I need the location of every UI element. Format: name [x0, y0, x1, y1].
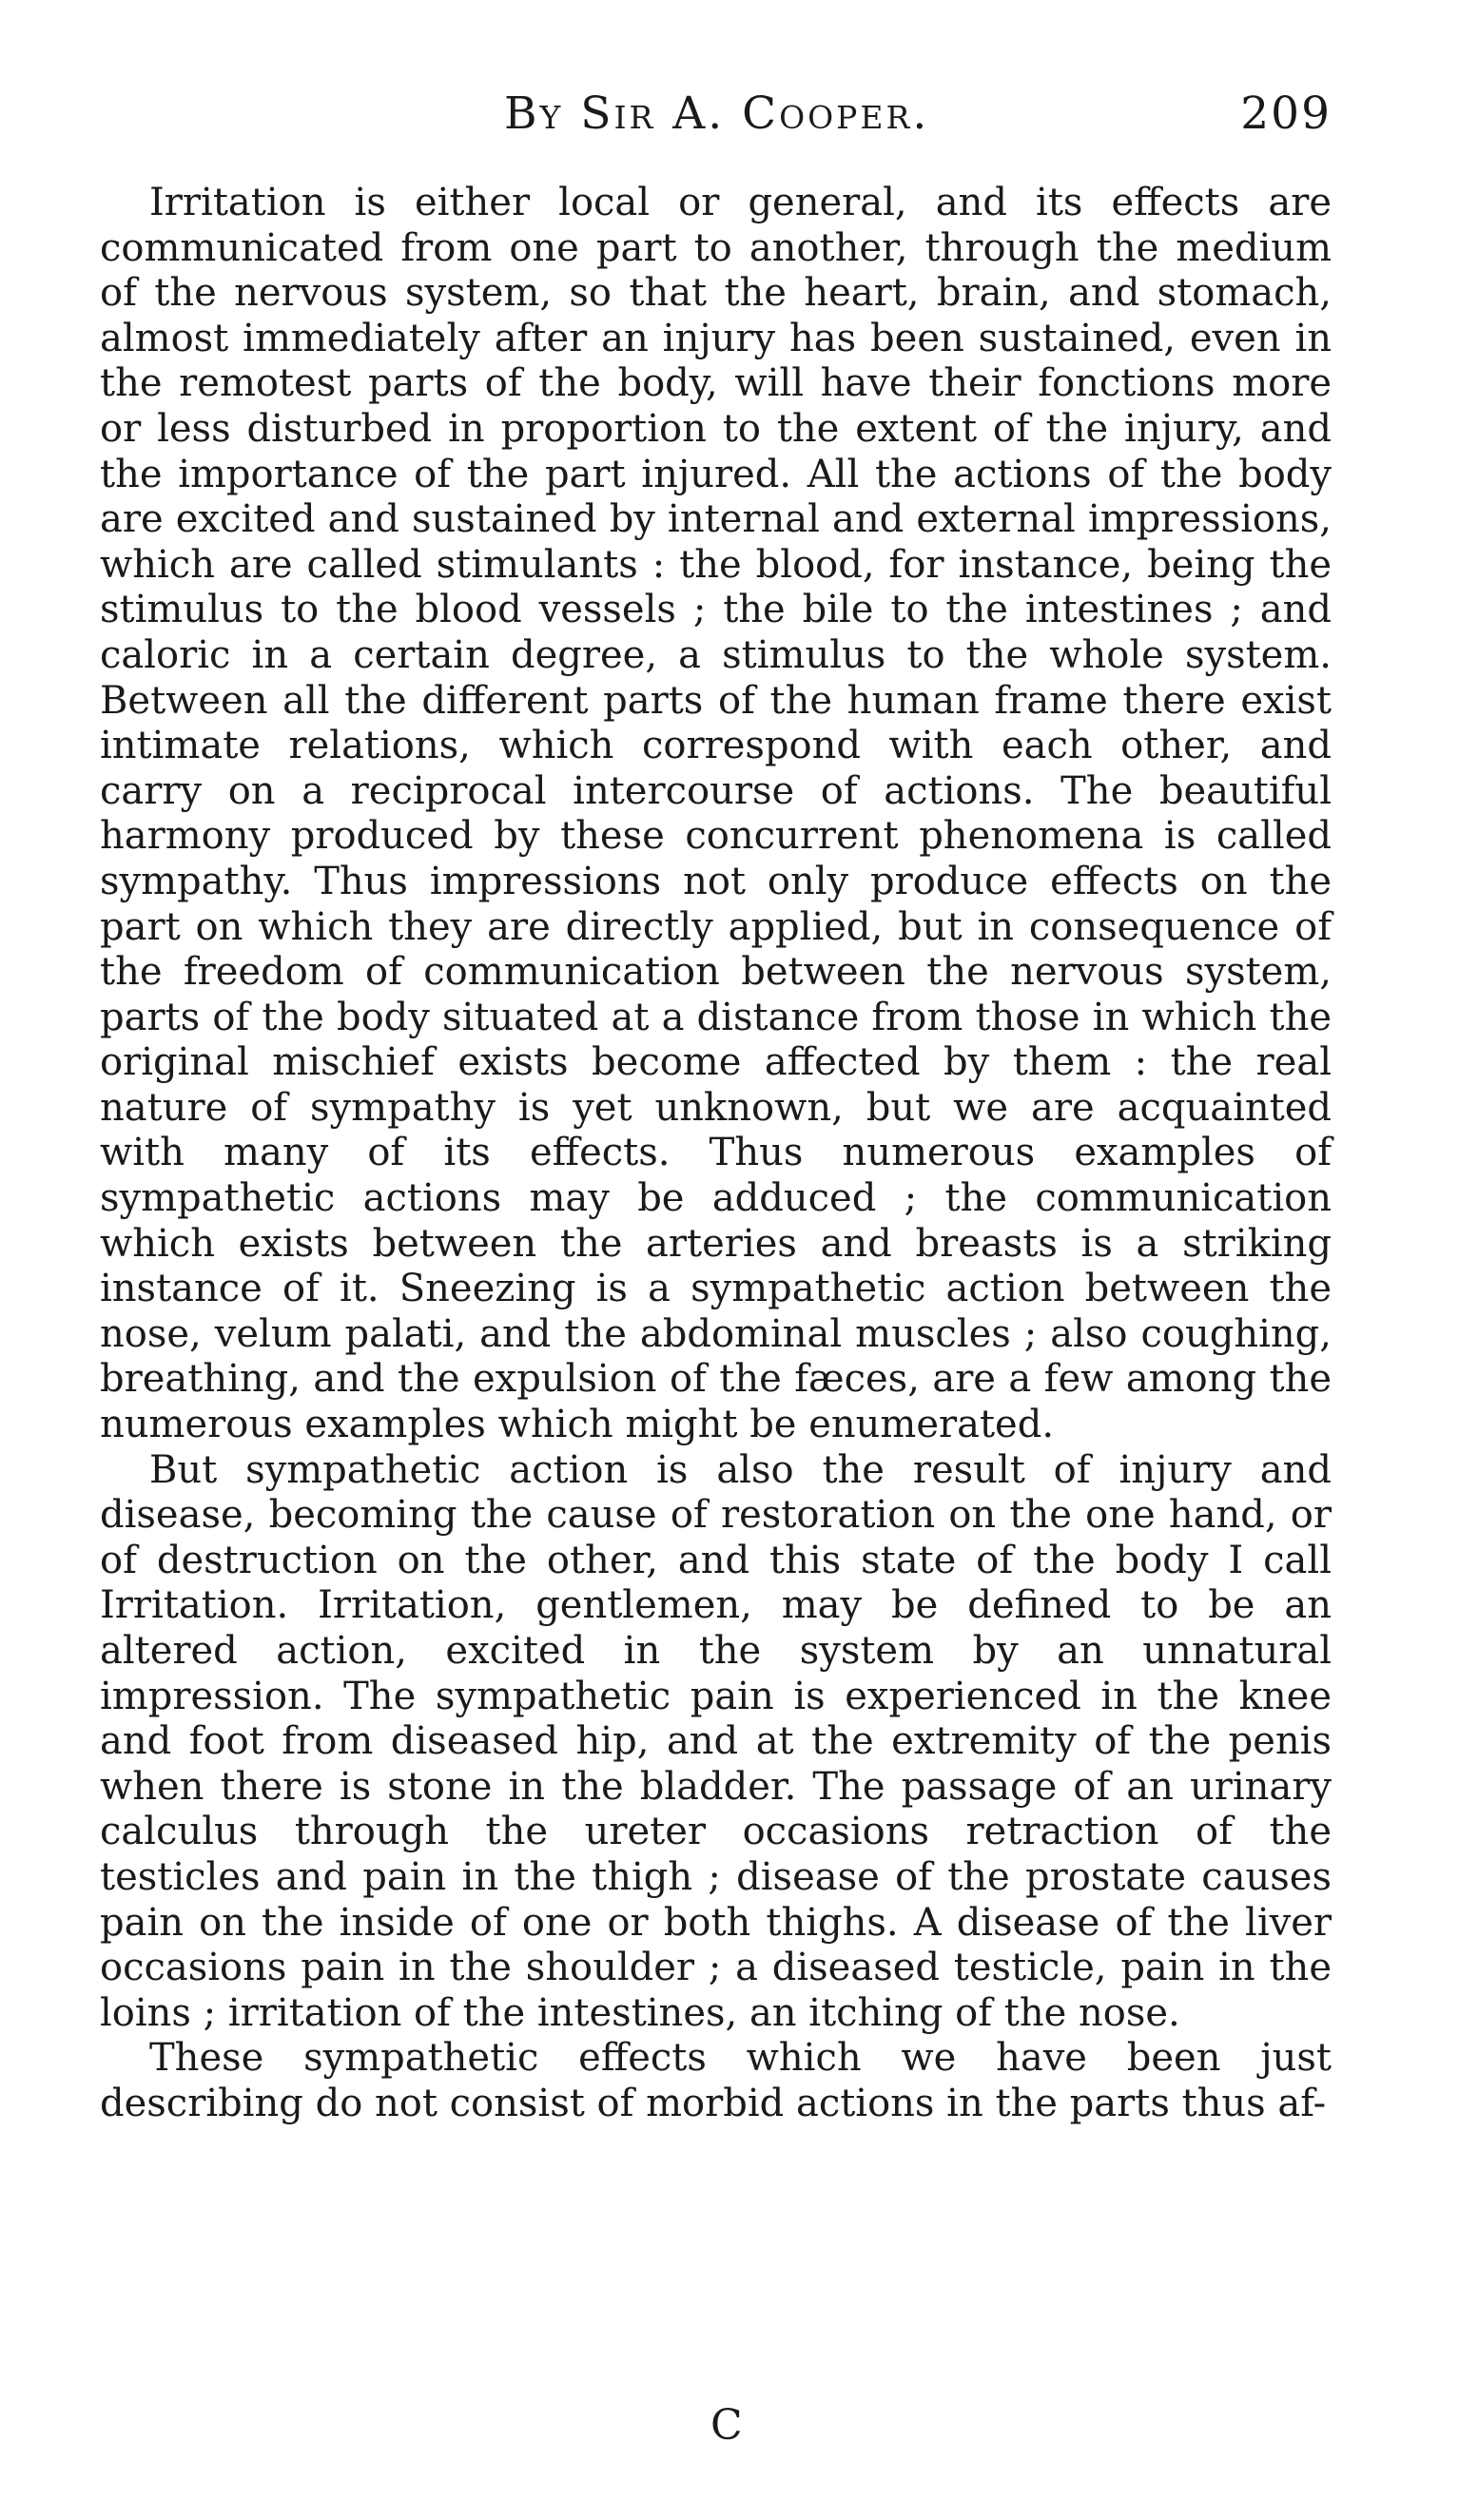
page-header [105, 87, 1332, 145]
signature-mark: C [710, 2401, 743, 2450]
body-text [100, 181, 1332, 2127]
paragraph-sympathetic-action: But sympathetic action is also the result of injury and disease, becoming the cause of restoration on the one hand, or of destruction on the other, and this state of the body I call Irritation. Irritation, gentlemen, may be defined to be an altered action, excited in the system by an unnatural impression. The sympathetic pain is experienced in the knee and foot from diseased hip, and at the extremity of the penis when there is stone in the bladder. The passage of an urinary calculus through the ureter occasions retraction of the testicles and pain in the thigh ; disease of the prostate causes pain on the inside of one or both thighs. A disease of the liver occasions pain in the shoulder ; a diseased testicle, pain in the loins ; irritation of the intestines, an itching of the nose. [100, 1447, 1332, 2035]
running-head: By Sir A. Cooper. [504, 87, 930, 140]
page-number: 209 [1240, 87, 1332, 140]
paragraph-sympathetic-effects: These sympathetic effects which we have been just describing do not consist of morbid actions in the parts thus af- [100, 2036, 1332, 2125]
paragraph-irritation: Irritation is either local or general, and its effects are communicated from one part to another, through the medium of the nervous system, so that the heart, brain, and stomach, almost immediately after an injury has been sustained, even in the remotest parts of the body, will have their fonctions more or less disturbed in proportion to the extent of the injury, and the importance of the part injured. All the actions of the body are excited and sustained by internal and external impressions, which are called stimulants : the blood, for instance, being the stimulus to the blood vessels ; the bile to the intestines ; and caloric in a certain degree, a stimulus to the whole system. Between all the different parts of the human frame there exist intimate relations, which correspond with each other, and carry on a reciprocal intercourse of actions. The beautiful harmony produced by these concurrent phenomena is called sympathy. Thus impressions not only produce effects on the part on which they are directly applied, but in consequence of the freedom of communication between the nervous system, parts of the body situated at a distance from those in which the original mischief exists become affected by them : the real nature of sympathy is yet unknown, but we are acquainted with many of its effects. Thus numerous examples of sympathetic actions may be adduced ; the communication which exists between the arteries and breasts is a striking instance of it. Sneezing is a sympathetic action between the nose, velum palati, and the abdominal muscles ; also coughing, breathing, and the expulsion of the fæces, are a few among the numerous examples which might be enumerated. [100, 181, 1332, 1447]
